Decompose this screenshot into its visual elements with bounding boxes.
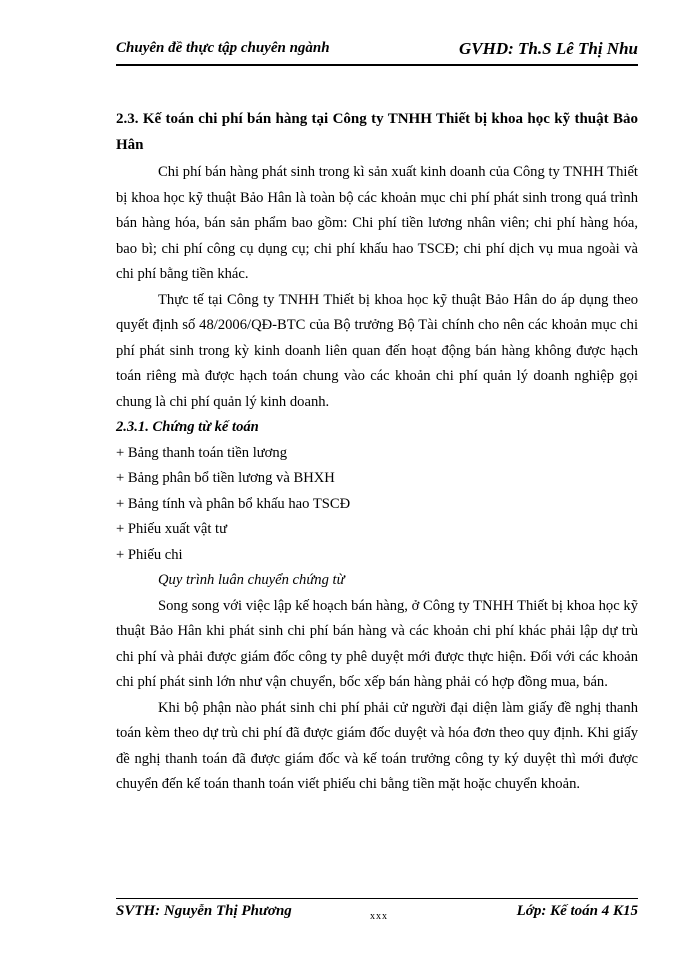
header-supervisor: GVHD: Th.S Lê Thị Nhu <box>459 39 638 58</box>
subsection-heading: 2.3.1. Chứng từ kế toán <box>116 419 259 435</box>
header-course-title: Chuyên đề thực tập chuyên ngành <box>116 40 330 56</box>
process-title: Quy trình luân chuyển chứng từ <box>158 572 345 588</box>
footer-page-number: xxx <box>370 911 388 922</box>
list-item: + Bảng tính và phân bổ khấu hao TSCĐ <box>116 495 351 512</box>
document-body <box>116 106 638 798</box>
list-item: + Phiếu chi <box>116 546 183 563</box>
paragraph-2: Thực tế tại Công ty TNHH Thiết bị khoa học kỹ thuật Bảo Hân do áp dụng theo quyết định số 48/2006/QĐ-BTC của Bộ trưởng Bộ Tài chính cho nên các khoản mục chi phí phát sinh trong kỳ kinh doanh liên quan đến hoạt động bán hàng không được hạch toán riêng mà được hạch toán chung vào các khoản chi phí quản lý doanh nghiệp gọi chung là chi phí quản lý kinh doanh. <box>116 291 638 410</box>
list-item: + Bảng thanh toán tiền lương <box>116 444 287 461</box>
paragraph-3: Song song với việc lập kế hoạch bán hàng, ở Công ty TNHH Thiết bị khoa học kỹ thuật Bảo Hân khi phát sinh chi phí bán hàng và các khoản chi phí khác phải lập dự trù chi phí và phải được giám đốc công ty phê duyệt mới được thực hiện. Đối với các khoản chi phí phát sinh lớn như vận chuyển, bốc xếp bán hàng phải có hợp đồng mua, bán. <box>116 597 638 690</box>
paragraph-1: Chi phí bán hàng phát sinh trong kì sản xuất kinh doanh của Công ty TNHH Thiết bị khoa học kỹ thuật Bảo Hân là toàn bộ các khoản mục chi phí phát sinh trong quá trình bán hàng hóa, bán sản phẩm bao gồm: Chi phí tiền lương nhân viên; chi phí hàng hóa, bao bì; chi phí công cụ dụng cụ; chi phí khấu hao TSCĐ; chi phí dịch vụ mua ngoài và chi phí bằng tiền khác. <box>116 164 638 282</box>
section-heading: 2.3. Kế toán chi phí bán hàng tại Công ty TNHH Thiết bị khoa học kỹ thuật Bảo Hân <box>116 111 638 153</box>
footer-student: SVTH: Nguyễn Thị Phương <box>116 903 292 919</box>
page-footer <box>116 898 638 929</box>
list-item: + Phiếu xuất vật tư <box>116 521 227 537</box>
page-header <box>116 38 638 66</box>
paragraph-4: Khi bộ phận nào phát sinh chi phí phải cử người đại diện làm giấy đề nghị thanh toán kèm theo dự trù chi phí đã được giám đốc duyệt và hóa đơn theo quy định. Khi giấy đề nghị thanh toán đã được giám đốc và kế toán trưởng công ty ký duyệt thì mới được chuyển đến kế toán thanh toán viết phiếu chi bằng tiền mặt hoặc chuyển khoản. <box>116 699 638 792</box>
footer-class: Lớp: Kế toán 4 K15 <box>516 903 638 919</box>
list-item: + Bảng phân bổ tiền lương và BHXH <box>116 470 335 486</box>
